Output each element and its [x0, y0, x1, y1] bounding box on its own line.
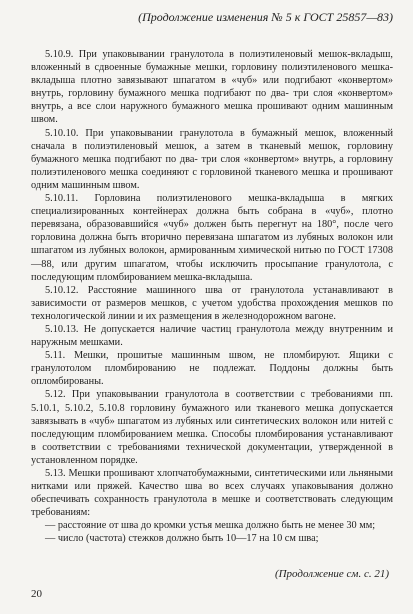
paragraph-5-10-13: 5.10.13. Не допускается наличие частиц гранулотола между внутренним и наружным мешками. — [31, 323, 393, 349]
continuation-note: (Продолжение см. с. 21) — [274, 568, 389, 580]
page-number: 20 — [31, 588, 42, 600]
paragraph-5-10-10: 5.10.10. При упаковывании гранулотола в бумажный мешок, вложенный сначала в полиэтиленовый мешок, а затем в тканевый мешок, горловину бумажного мешка подгибают по два- три слоя «конвертом» внутрь, а горловину полиэтиленового мешка соединяют с горловиной тканевого мешка и прошивают одним машинным швом. — [31, 127, 393, 191]
paragraph-5-10-11: 5.10.11. Горловина полиэтиленового мешка-вкладыша в мягких специализированных контейнерах должна быть собрана в «чуб», плотно перевязана, образовавшийся «чуб» должен быть перегнут на 180°, после чего горловина должна быть вторично перевязана шпагатом из лубяных волокон или шпагатом из лубяных волокон, армированным химической нитью по ГОСТ 17308—88, или другим шпагатом, чтобы исключить просыпание гранулотола, с последующим пломбированием мешка-вкладыша. — [31, 193, 393, 283]
requirement-stitches: — число (частота) стежков должно быть 10—17 на 10 см шва; — [45, 533, 319, 545]
running-header: (Продолжение изменения № 5 к ГОСТ 25857—83) — [138, 10, 393, 24]
paragraph-5-11: 5.11. Мешки, прошитые машинным швом, не пломбируют. Ящики с гранулотолом пломбированию не подлежат. Поддоны должны быть опломбированы. — [31, 350, 393, 388]
paragraph-5-10-12: 5.10.12. Расстояние машинного шва от гранулотола устанавливают в зависимости от размеров мешков, с учетом удобства прохождения мешков по технологической линии и их размещения в железнодорожном вагоне. — [31, 284, 393, 322]
body-text — [31, 48, 393, 546]
paragraph-5-10-9: 5.10.9. При упаковывании гранулотола в полиэтиленовый мешок-вкладыш, вложенный в сдвоенные бумажные мешки, горловину полиэтиленового мешка-вкладыша плотно завязывают шпагатом в «чуб» или подгибают «конвертом» внутрь, горловину бумажного мешка подгибают по два- три слоя «конвертом» внутрь, а все слои наружного бумажного мешка прошивают одним машинным швом. — [31, 49, 393, 126]
paragraph-5-13: 5.13. Мешки прошивают хлопчатобумажными, синтетическими или льняными нитками или пряжей. Качество шва во всех случаях упаковывания должно обеспечивать сохранность гранулотола в мешке и соответствовать следующим требованиям: — [31, 468, 393, 519]
requirement-distance: — расстояние от шва до кромки устья мешка должно быть не менее 30 мм; — [45, 520, 376, 532]
paragraph-5-12: 5.12. При упаковывании гранулотола в соответствии с требованиями пп. 5.10.1, 5.10.2, 5.10.8 горловину бумажного или тканевого мешка допускается завязывать в «чуб» шпагатом из лубяных или синтетических волокон или нитей с последующим пломбированием мешка. Способы пломбирования устанавливают в соответствии с требованиями технической документации, утвержденной в установленном порядке. — [31, 389, 393, 466]
